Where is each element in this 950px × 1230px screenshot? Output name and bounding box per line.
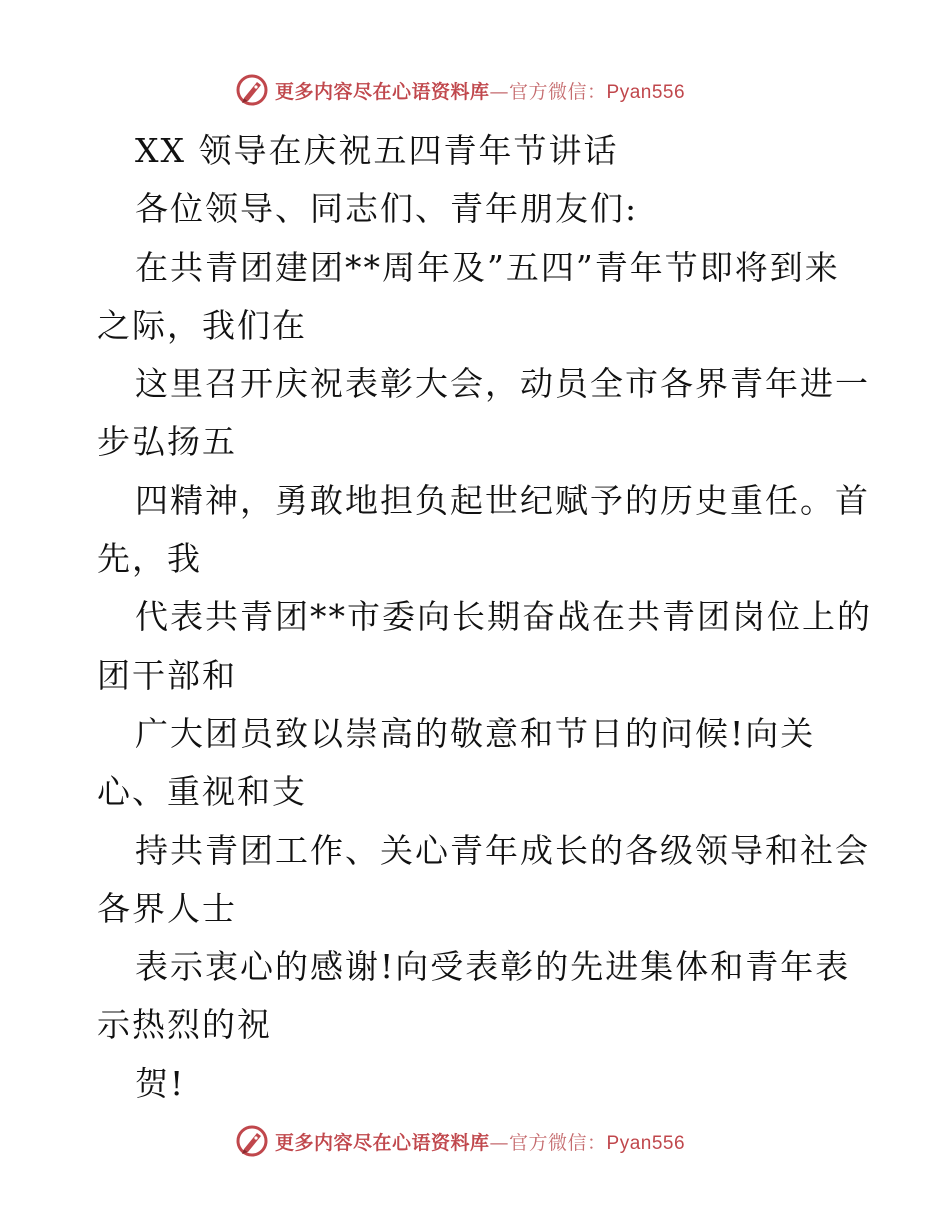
footer-banner xyxy=(0,1121,950,1161)
body-line: 在共青团建团**周年及”五四”青年节即将到来 xyxy=(135,247,840,287)
body-line: 代表共青团**市委向长期奋战在共青团岗位上的 xyxy=(135,597,872,637)
body-line: 广大团员致以崇高的敬意和节日的问候!向关 xyxy=(135,713,816,753)
header-banner-content xyxy=(235,72,685,108)
document-title: XX 领导在庆祝五四青年节讲话 xyxy=(135,131,619,170)
footer-banner-text xyxy=(275,1128,685,1155)
header-banner-id: Pyan556 xyxy=(606,81,686,103)
body-line: 示热烈的祝 xyxy=(97,1005,272,1045)
footer-banner-id: Pyan556 xyxy=(606,1132,686,1154)
body-line: 步弘扬五 xyxy=(97,422,237,462)
body-line: 贺! xyxy=(135,1063,186,1103)
body-line: 表示衷心的感谢!向受表彰的先进集体和青年表 xyxy=(135,947,851,987)
salutation: 各位领导、同志们、青年朋友们: xyxy=(135,189,639,229)
header-banner-main: 更多内容尽在心语资料库 xyxy=(275,80,490,103)
header-banner-text xyxy=(275,77,685,104)
body-line: 持共青团工作、关心青年成长的各级领导和社会 xyxy=(135,830,870,870)
body-line: 这里召开庆祝表彰大会，动员全市各界青年进一 xyxy=(135,364,870,404)
footer-banner-content xyxy=(235,1123,685,1159)
body-line: 先，我 xyxy=(97,539,202,579)
body-line: 之际，我们在 xyxy=(97,305,307,345)
body-line: 四精神，勇敢地担负起世纪赋予的历史重任。首 xyxy=(135,480,870,520)
footer-banner-main: 更多内容尽在心语资料库 xyxy=(275,1131,490,1154)
pen-logo-icon xyxy=(235,73,269,107)
header-banner-sep: —官方微信： xyxy=(489,80,607,103)
body-line: 团干部和 xyxy=(97,655,237,695)
body-line: 心、重视和支 xyxy=(97,772,307,812)
body-line: 各界人士 xyxy=(97,888,237,928)
pen-logo-icon xyxy=(235,1124,269,1158)
header-banner xyxy=(0,70,950,110)
document-body xyxy=(97,122,877,1113)
footer-banner-sep: —官方微信： xyxy=(489,1131,607,1154)
